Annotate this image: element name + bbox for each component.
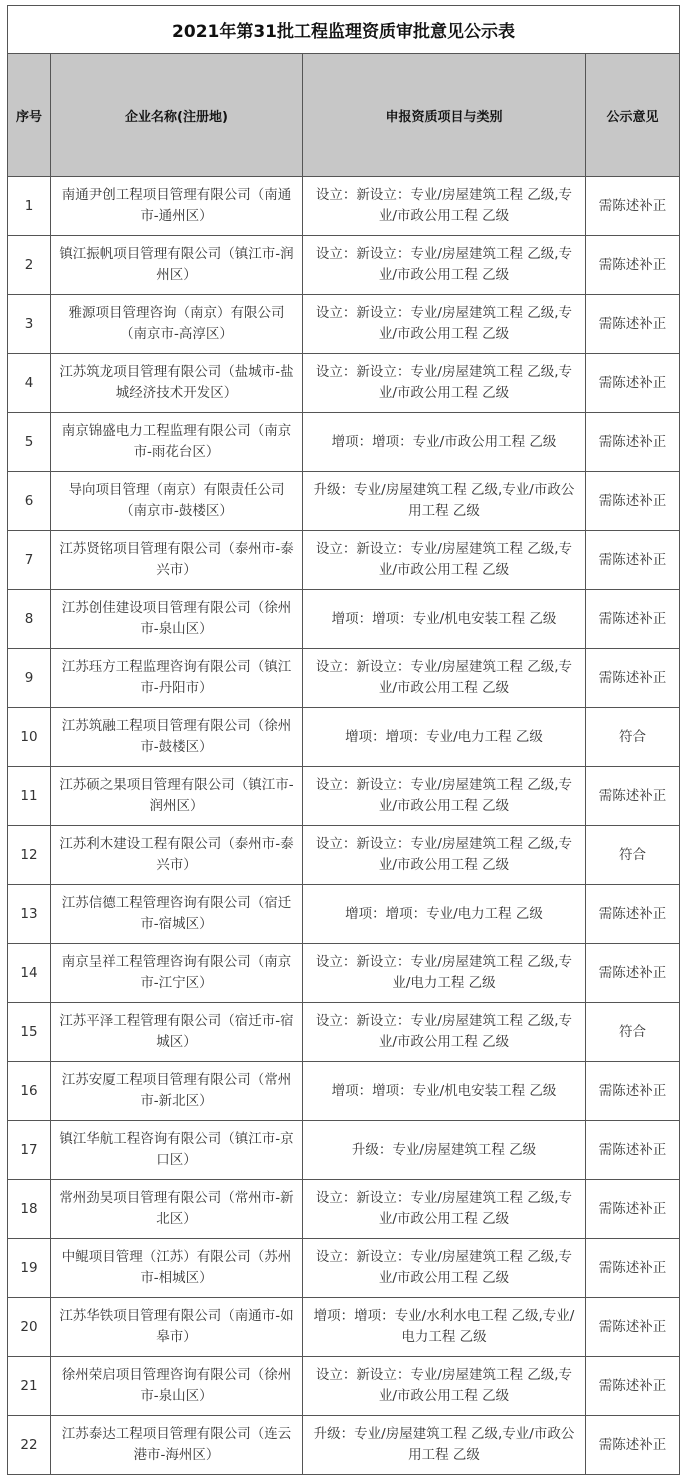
row-seq: 15 [8, 1003, 51, 1062]
row-company: 江苏华铁项目管理有限公司（南通市-如皋市） [51, 1298, 303, 1357]
row-seq: 10 [8, 708, 51, 767]
row-company: 江苏筑龙项目管理有限公司（盐城市-盐城经济技术开发区） [51, 354, 303, 413]
table-row [8, 236, 680, 295]
header-seq: 序号 [8, 54, 51, 177]
row-opinion: 需陈述补正 [586, 354, 680, 413]
row-qualification: 升级：专业/房屋建筑工程 乙级 [303, 1121, 586, 1180]
row-company: 镇江振帆项目管理有限公司（镇江市-润州区） [51, 236, 303, 295]
row-opinion: 需陈述补正 [586, 590, 680, 649]
header-row [8, 54, 680, 177]
table-row [8, 472, 680, 531]
row-company: 南京锦盛电力工程监理有限公司（南京市-雨花台区） [51, 413, 303, 472]
row-company: 导向项目管理（南京）有限责任公司（南京市-鼓楼区） [51, 472, 303, 531]
row-seq: 7 [8, 531, 51, 590]
row-opinion: 需陈述补正 [586, 767, 680, 826]
table-row [8, 177, 680, 236]
table-row [8, 1357, 680, 1416]
row-qualification: 设立：新设立：专业/房屋建筑工程 乙级,专业/市政公用工程 乙级 [303, 354, 586, 413]
row-opinion: 需陈述补正 [586, 1357, 680, 1416]
table-row [8, 295, 680, 354]
header-qualification: 申报资质项目与类别 [303, 54, 586, 177]
row-company: 江苏创佳建设项目管理有限公司（徐州市-泉山区） [51, 590, 303, 649]
row-qualification: 设立：新设立：专业/房屋建筑工程 乙级,专业/市政公用工程 乙级 [303, 767, 586, 826]
row-qualification: 设立：新设立：专业/房屋建筑工程 乙级,专业/市政公用工程 乙级 [303, 236, 586, 295]
row-seq: 8 [8, 590, 51, 649]
row-seq: 9 [8, 649, 51, 708]
row-company: 江苏筑融工程项目管理有限公司（徐州市-鼓楼区） [51, 708, 303, 767]
row-company: 南京呈祥工程管理咨询有限公司（南京市-江宁区） [51, 944, 303, 1003]
row-company: 江苏信德工程管理咨询有限公司（宿迁市-宿城区） [51, 885, 303, 944]
row-opinion: 需陈述补正 [586, 1121, 680, 1180]
approval-table-sheet [7, 5, 679, 1475]
row-seq: 18 [8, 1180, 51, 1239]
row-company: 江苏泰达工程项目管理有限公司（连云港市-海州区） [51, 1416, 303, 1475]
row-qualification: 设立：新设立：专业/房屋建筑工程 乙级,专业/市政公用工程 乙级 [303, 1003, 586, 1062]
table-row [8, 590, 680, 649]
table-title: 2021年第31批工程监理资质审批意见公示表 [8, 6, 680, 54]
row-qualification: 增项：增项：专业/水利水电工程 乙级,专业/电力工程 乙级 [303, 1298, 586, 1357]
table-row [8, 649, 680, 708]
row-seq: 19 [8, 1239, 51, 1298]
row-company: 江苏珏方工程监理咨询有限公司（镇江市-丹阳市） [51, 649, 303, 708]
row-company: 常州劲昊项目管理有限公司（常州市-新北区） [51, 1180, 303, 1239]
table-row [8, 708, 680, 767]
row-opinion: 需陈述补正 [586, 1239, 680, 1298]
row-seq: 6 [8, 472, 51, 531]
row-seq: 14 [8, 944, 51, 1003]
row-opinion: 需陈述补正 [586, 1298, 680, 1357]
row-company: 江苏贤铭项目管理有限公司（泰州市-泰兴市） [51, 531, 303, 590]
row-seq: 5 [8, 413, 51, 472]
row-opinion: 符合 [586, 826, 680, 885]
row-company: 徐州荣启项目管理咨询有限公司（徐州市-泉山区） [51, 1357, 303, 1416]
row-company: 镇江华航工程咨询有限公司（镇江市-京口区） [51, 1121, 303, 1180]
row-seq: 17 [8, 1121, 51, 1180]
row-opinion: 需陈述补正 [586, 1416, 680, 1475]
row-qualification: 增项：增项：专业/电力工程 乙级 [303, 708, 586, 767]
row-seq: 4 [8, 354, 51, 413]
row-opinion: 需陈述补正 [586, 1180, 680, 1239]
row-opinion: 需陈述补正 [586, 649, 680, 708]
row-seq: 11 [8, 767, 51, 826]
row-company: 中鲲项目管理（江苏）有限公司（苏州市-相城区） [51, 1239, 303, 1298]
table-row [8, 1180, 680, 1239]
row-qualification: 设立：新设立：专业/房屋建筑工程 乙级,专业/市政公用工程 乙级 [303, 1180, 586, 1239]
table-row [8, 826, 680, 885]
row-company: 南通尹创工程项目管理有限公司（南通市-通州区） [51, 177, 303, 236]
row-seq: 22 [8, 1416, 51, 1475]
row-qualification: 增项：增项：专业/电力工程 乙级 [303, 885, 586, 944]
row-opinion: 需陈述补正 [586, 413, 680, 472]
row-opinion: 符合 [586, 1003, 680, 1062]
table-row [8, 944, 680, 1003]
row-qualification: 设立：新设立：专业/房屋建筑工程 乙级,专业/市政公用工程 乙级 [303, 177, 586, 236]
table-row [8, 413, 680, 472]
row-opinion: 需陈述补正 [586, 531, 680, 590]
row-opinion: 需陈述补正 [586, 236, 680, 295]
row-seq: 2 [8, 236, 51, 295]
table-row [8, 1121, 680, 1180]
row-company: 雅源项目管理咨询（南京）有限公司（南京市-高淳区） [51, 295, 303, 354]
row-qualification: 增项：增项：专业/市政公用工程 乙级 [303, 413, 586, 472]
table-row [8, 531, 680, 590]
row-seq: 3 [8, 295, 51, 354]
row-company: 江苏平泽工程管理有限公司（宿迁市-宿城区） [51, 1003, 303, 1062]
row-qualification: 设立：新设立：专业/房屋建筑工程 乙级,专业/市政公用工程 乙级 [303, 1357, 586, 1416]
row-seq: 12 [8, 826, 51, 885]
row-qualification: 设立：新设立：专业/房屋建筑工程 乙级,专业/电力工程 乙级 [303, 944, 586, 1003]
row-opinion: 需陈述补正 [586, 885, 680, 944]
header-opinion: 公示意见 [586, 54, 680, 177]
approval-table [7, 5, 680, 1475]
row-opinion: 需陈述补正 [586, 1062, 680, 1121]
row-company: 江苏硕之果项目管理有限公司（镇江市-润州区） [51, 767, 303, 826]
row-opinion: 符合 [586, 708, 680, 767]
row-company: 江苏安厦工程项目管理有限公司（常州市-新北区） [51, 1062, 303, 1121]
row-qualification: 升级：专业/房屋建筑工程 乙级,专业/市政公用工程 乙级 [303, 472, 586, 531]
row-seq: 16 [8, 1062, 51, 1121]
row-qualification: 设立：新设立：专业/房屋建筑工程 乙级,专业/市政公用工程 乙级 [303, 1239, 586, 1298]
table-body [8, 177, 680, 1475]
row-qualification: 升级：专业/房屋建筑工程 乙级,专业/市政公用工程 乙级 [303, 1416, 586, 1475]
row-qualification: 增项：增项：专业/机电安装工程 乙级 [303, 590, 586, 649]
row-qualification: 设立：新设立：专业/房屋建筑工程 乙级,专业/市政公用工程 乙级 [303, 826, 586, 885]
table-row [8, 354, 680, 413]
row-seq: 20 [8, 1298, 51, 1357]
row-opinion: 需陈述补正 [586, 472, 680, 531]
row-seq: 1 [8, 177, 51, 236]
row-qualification: 设立：新设立：专业/房屋建筑工程 乙级,专业/市政公用工程 乙级 [303, 295, 586, 354]
table-row [8, 1416, 680, 1475]
row-qualification: 增项：增项：专业/机电安装工程 乙级 [303, 1062, 586, 1121]
row-opinion: 需陈述补正 [586, 944, 680, 1003]
table-row [8, 1062, 680, 1121]
row-opinion: 需陈述补正 [586, 295, 680, 354]
table-row [8, 885, 680, 944]
table-row [8, 1239, 680, 1298]
table-row [8, 767, 680, 826]
row-opinion: 需陈述补正 [586, 177, 680, 236]
row-qualification: 设立：新设立：专业/房屋建筑工程 乙级,专业/市政公用工程 乙级 [303, 531, 586, 590]
table-row [8, 1003, 680, 1062]
row-seq: 21 [8, 1357, 51, 1416]
row-company: 江苏利木建设工程有限公司（泰州市-泰兴市） [51, 826, 303, 885]
row-seq: 13 [8, 885, 51, 944]
header-company: 企业名称(注册地) [51, 54, 303, 177]
table-row [8, 1298, 680, 1357]
row-qualification: 设立：新设立：专业/房屋建筑工程 乙级,专业/市政公用工程 乙级 [303, 649, 586, 708]
